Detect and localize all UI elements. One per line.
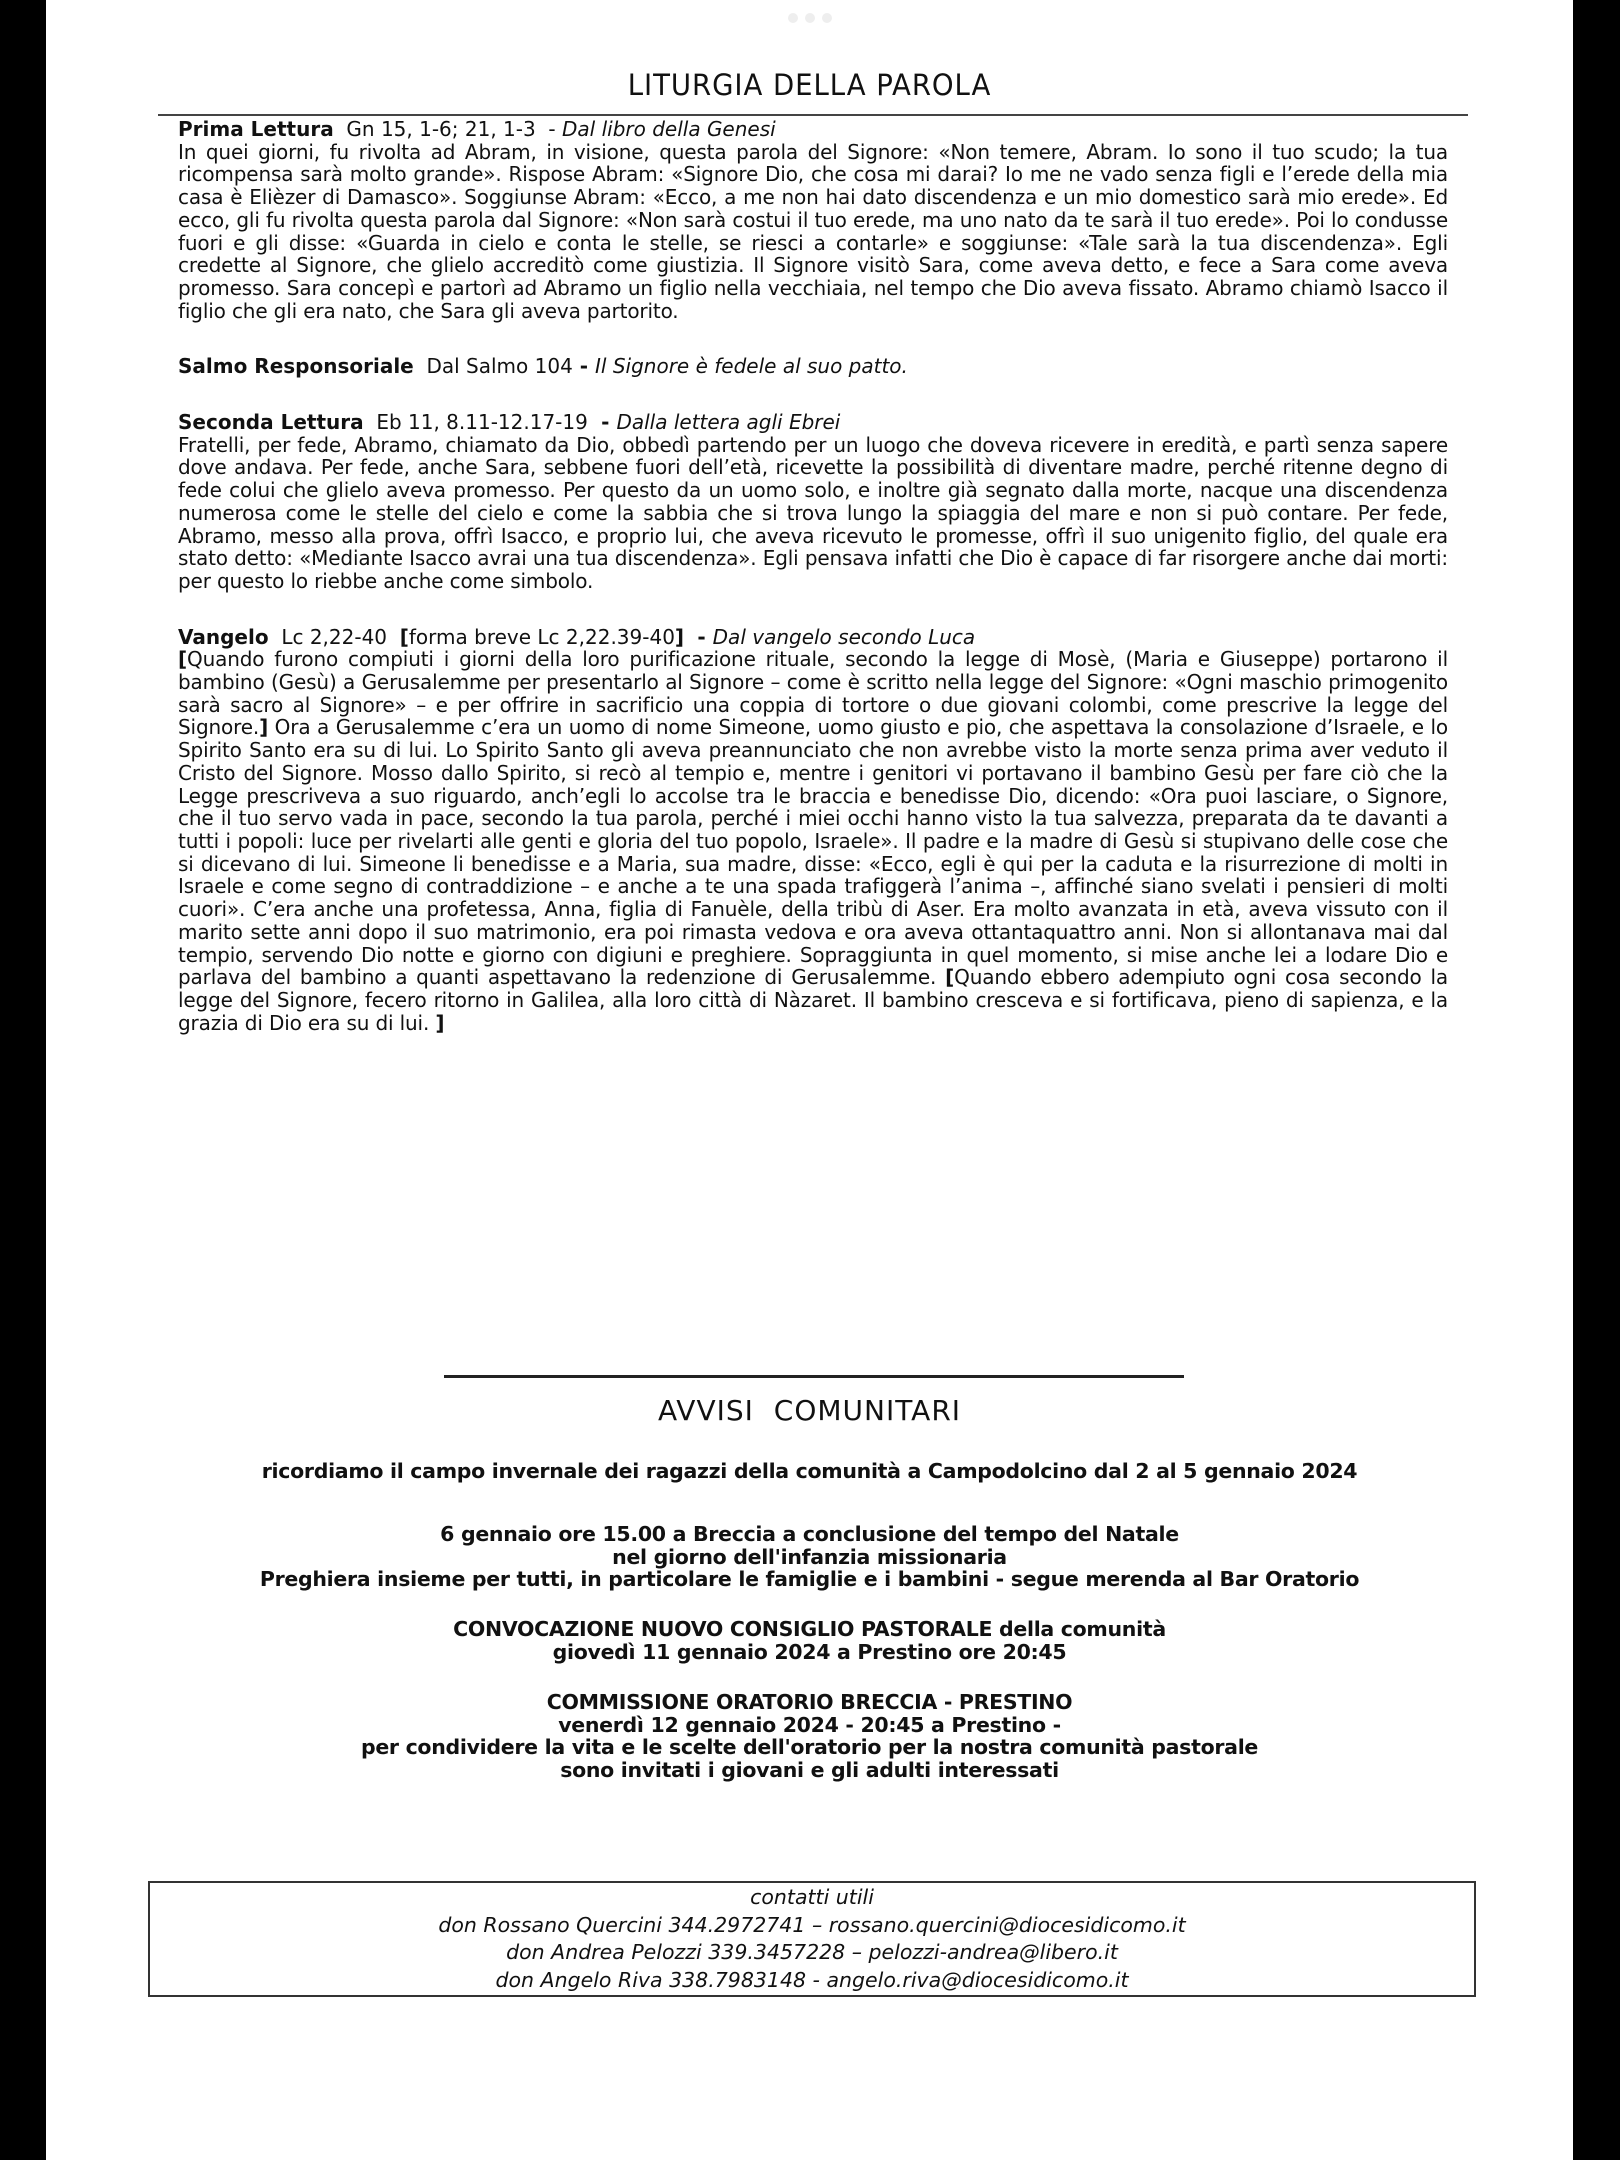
notice-line: 6 gennaio ore 15.00 a Breccia a conclusione del tempo del Natale: [440, 1521, 1179, 1546]
psalm-label: Salmo Responsoriale: [178, 354, 414, 379]
bracket-close: ]: [259, 715, 269, 740]
reading-source: Dalla lettera agli Ebrei: [616, 410, 841, 435]
reading-label: Prima Lettura: [178, 117, 334, 141]
notice-pastoral-council: [46, 1618, 1573, 1664]
reading-reference: Eb 11, 8.11-12.17-19: [376, 410, 588, 435]
notice-winter-camp: [46, 1460, 1573, 1483]
psalm: [178, 355, 1448, 378]
reading-label: Seconda Lettura: [178, 410, 364, 435]
bracket-close: ]: [674, 624, 685, 649]
bracket-close: ]: [435, 1010, 445, 1035]
reading-source: Dal libro della Genesi: [562, 117, 776, 141]
notice-line: CONVOCAZIONE NUOVO CONSIGLIO PASTORALE della comunità: [453, 1617, 1166, 1642]
separator: -: [594, 410, 617, 435]
notice-epiphany-prayer: [46, 1523, 1573, 1591]
separator: -: [572, 354, 596, 379]
notice-line: ricordiamo il campo invernale dei ragazzi della comunità a Campodolcino dal 2 al 5 gennaio 2024: [261, 1459, 1358, 1483]
section-divider: [444, 1375, 1184, 1378]
gospel: [178, 626, 1448, 1035]
gospel-text: [178, 648, 1448, 1034]
gospel-short-part-2: Quando ebbero adempiuto ogni cosa secondo la legge del Signore, fecero ritorno in Galilea, alla loro città di Nàzaret. Il bambino cresceva e si fortificava, pieno di sapienza, e la grazia di Dio era su di lui.: [178, 965, 1448, 1035]
notice-line: sono invitati i giovani e gli adulti interessati: [560, 1758, 1059, 1783]
reading-heading: [178, 118, 1448, 141]
psalm-reference: Dal Salmo 104: [426, 354, 573, 379]
notice-line: nel giorno dell'infanzia missionaria: [612, 1544, 1007, 1569]
reading-reference: Gn 15, 1-6; 21, 1-3: [346, 117, 536, 141]
separator: -: [542, 117, 563, 141]
first-reading: [178, 118, 1448, 322]
readings-section: [178, 118, 1448, 1034]
gospel-reference: Lc 2,22-40: [281, 624, 388, 649]
dot-icon: [788, 13, 798, 23]
gospel-heading: [178, 626, 1448, 649]
notice-oratory-commission: [46, 1691, 1573, 1782]
reading-text: In quei giorni, fu rivolta ad Abram, in visione, questa parola del Signore: «Non temere, Abram. Io sono il tuo scudo; la tua ricompensa sarà molto grande». Rispose Abram: «Signore Dio, che cosa mi darai? Io me ne vado senza figli e l’erede della mia casa è Elièzer di Damasco». Soggiunse Abram: «Ecco, a me non hai dato discendenza e un mio domestico sarà mio erede». Ed ecco, gli fu rivolta questa parola dal Signore: «Non sarà costui il tuo erede, ma uno nato da te sarà il tuo erede». Poi lo condusse fuori e gli disse: «Guarda in cielo e conta le stelle, se riesci a contarle» e soggiunse: «Tale sarà la tua discendenza». Egli credette al Signore, che glielo accreditò come giustizia. Il Signore visitò Sara, come aveva detto, e fece a Sara come aveva promesso. Sara concepì e partorì ad Abramo un figlio nella vecchiaia, nel tempo che Dio aveva fissato. Abramo chiamò Isacco il figlio che gli era nato, che Sara gli aveva partorito.: [178, 139, 1448, 323]
notices-title: AVVISI COMUNITARI: [657, 1394, 962, 1427]
contact-entry: don Angelo Riva 338.7983148 - angelo.riva@diocesidicomo.it: [495, 1967, 1129, 1992]
second-reading: [178, 411, 1448, 593]
contacts-box: [148, 1881, 1476, 1997]
gospel-short-part-1: Quando furono compiuti i giorni della loro purificazione rituale, secondo la legge di Mosè, (Maria e Giuseppe) portarono il bambino (Gesù) a Gerusalemme per presentarlo al Signore – come è scritto nella legge del Signore: «Ogni maschio primogenito sarà sacro al Signore» – e per offrire in sacrificio una coppia di tortore o due giovani colombi, come prescrive la legge del Signore.: [178, 647, 1448, 740]
bracket-open: [: [399, 624, 409, 649]
notice-line: Preghiera insieme per tutti, in particolare le famiglie e i bambini - segue merenda al Bar Oratorio: [259, 1567, 1360, 1592]
gospel-short-form: forma breve Lc 2,22.39-40: [408, 624, 675, 649]
contact-entry: don Rossano Quercini 344.2972741 – rossano.quercini@diocesidicomo.it: [438, 1912, 1186, 1937]
notices-list: [46, 1460, 1573, 1809]
title-divider: [158, 114, 1468, 116]
psalm-heading: [178, 355, 1448, 378]
notice-line: per condividere la vita e le scelte dell'oratorio per la nostra comunità pastorale: [360, 1735, 1259, 1760]
reading-heading: [178, 411, 1448, 434]
bracket-open: [: [178, 647, 187, 672]
contacts-heading: contatti utili: [750, 1885, 874, 1909]
notice-line: COMMISSIONE ORATORIO BRECCIA - PRESTINO: [546, 1689, 1073, 1714]
contact-entry: don Andrea Pelozzi 339.3457228 – pelozzi-andrea@libero.it: [506, 1940, 1118, 1964]
reading-text: Fratelli, per fede, Abramo, chiamato da Dio, obbedì partendo per un luogo che doveva ricevere in eredità, e partì senza sapere dove andava. Per fede, anche Sara, sebbene fuori dell’età, ricevette la possibilità di diventare madre, perché ritenne degno di fede colui che glielo aveva promesso. Per questo da un uomo solo, e inoltre già segnato dalla morte, nacque una discendenza numerosa come le stelle del cielo e come la sabbia che si trova lungo la spiaggia del mare e non si può contare. Per fede, Abramo, messo alla prova, offrì Isacco, e proprio lui, che aveva ricevuto le promesse, offrì il suo unigenito figlio, del quale era stato detto: «Mediante Isacco avrai una tua discendenza». Egli pensava infatti che Dio è capace di far risorgere anche dai morti: per questo lo riebbe anche come simbolo.: [178, 432, 1448, 593]
notice-line: giovedì 11 gennaio 2024 a Prestino ore 20:45: [552, 1639, 1067, 1664]
document-page: [46, 0, 1573, 2160]
dot-icon: [805, 13, 815, 23]
notice-line: venerdì 12 gennaio 2024 - 20:45 a Prestino -: [558, 1712, 1061, 1737]
more-options-handle[interactable]: [788, 13, 832, 23]
gospel-label: Vangelo: [178, 624, 269, 649]
page-title: LITURGIA DELLA PAROLA: [627, 68, 992, 102]
bracket-open: [: [945, 965, 955, 990]
gospel-long-part: Ora a Gerusalemme c’era un uomo di nome Simeone, uomo giusto e pio, che aspettava la consolazione d’Israele, e lo Spirito Santo era su di lui. Lo Spirito Santo gli aveva preannunciato che non avrebbe visto la morte senza prima aver veduto il Cristo del Signore. Mosso dallo Spirito, si recò al tempio e, mentre i genitori vi portavano il bambino Gesù per fare ciò che la Legge prescriveva a suo riguardo, anch’egli lo accolse tra le braccia e benedisse Dio, dicendo: «Ora puoi lasciare, o Signore, che il tuo servo vada in pace, secondo la tua parola, perché i miei occhi hanno visto la tua salvezza, preparata da te davanti a tutti i popoli: luce per rivelarti alle genti e gloria del tuo popolo, Israele». Il padre e la madre di Gesù si stupivano delle cose che si dicevano di lui. Simeone li benedisse e a Maria, sua madre, disse: «Ecco, egli è qui per la caduta e la risurrezione di molti in Israele e come segno di contraddizione – e anche a te una spada trafiggerà l’anima –, affinché siano svelati i pensieri di molti cuori». C’era anche una profetessa, Anna, figlia di Fanuèle, della tribù di Aser. Era molto avanzata in età, aveva vissuto con il marito sette anni dopo il suo matrimonio, era poi rimasta vedova e ora aveva ottantaquattro anni. Non si allontanava mai dal tempio, servendo Dio notte e giorno con digiuni e preghiere. Sopraggiunta in quel momento, si mise anche lei a lodare Dio e parlava del bambino a quanti aspettavano la redenzione di Gerusalemme.: [178, 715, 1448, 990]
psalm-refrain: Il Signore è fedele al suo patto.: [595, 354, 908, 379]
gospel-source: Dal vangelo secondo Luca: [712, 624, 976, 649]
separator: -: [690, 624, 713, 649]
dot-icon: [822, 13, 832, 23]
